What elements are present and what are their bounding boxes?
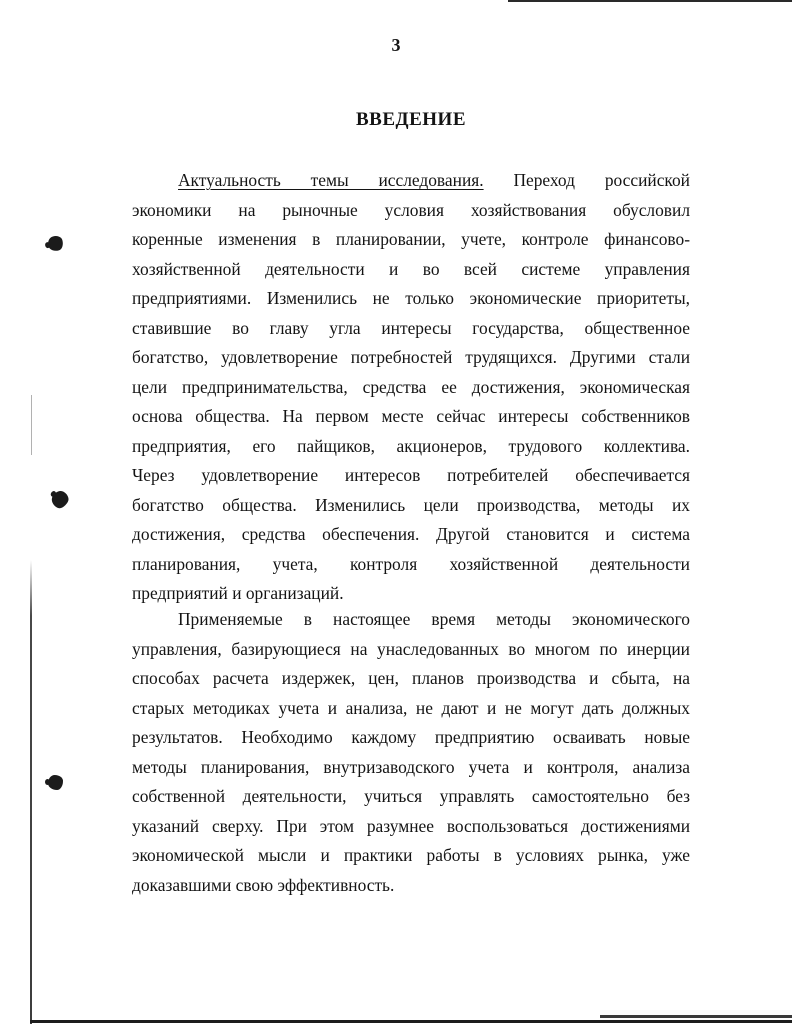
paragraph-line: цели предпринимательства, средства ее достижения, экономическая	[132, 376, 690, 397]
paragraph-line: предприятиями. Изменились не только экономические приоритеты,	[132, 288, 690, 308]
scan-edge-top	[508, 0, 792, 2]
paragraph-line: богатство, удовлетворение потребностей трудящихся. Другими стали	[132, 347, 690, 367]
paragraph-line: ставившие во главу угла интересы государства, общественное	[132, 317, 690, 338]
paragraph-line: основа общества. На первом месте сейчас интересы собственников	[132, 406, 690, 426]
paragraph-line: старых методиках учета и анализа, не дают и не могут дать должных	[132, 697, 690, 718]
paragraph-line: указаний сверху. При этом разумнее воспользоваться достижениями	[132, 815, 690, 836]
paragraph-line: предприятий и организаций.	[132, 583, 344, 603]
page-title: ВВЕДЕНИЕ	[356, 109, 466, 130]
paragraph-line: коренные изменения в планировании, учете, контроле финансово-	[132, 229, 690, 249]
paragraph-line: экономической мысли и практики работы в условиях рынка, уже	[132, 845, 690, 865]
paragraph-line: достижения, средства обеспечения. Другой становится и система	[132, 524, 690, 544]
paragraph-line: собственной деятельности, учиться управлять самостоятельно без	[132, 786, 690, 806]
paragraph-line: способах расчета издержек, цен, планов производства и сбыта, на	[132, 668, 690, 688]
scan-edge-left-faint	[31, 395, 32, 455]
section-lead: Актуальность темы исследования.	[178, 170, 484, 190]
paragraph-line: предприятия, его пайщиков, акционеров, трудового коллектива.	[132, 435, 690, 456]
paragraph-line: экономики на рыночные условия хозяйствования обусловил	[132, 199, 690, 220]
paragraph-line: методы планирования, внутризаводского учета и контроля, анализа	[132, 756, 690, 777]
binding-hole-mark	[49, 488, 71, 511]
paragraph-line: управления, базирующиеся на унаследованных во многом по инерции	[132, 638, 690, 659]
paragraph-line: результатов. Необходимо каждому предприятию осваивать новые	[132, 727, 690, 747]
paragraph-line: хозяйственной деятельности и во всей системе управления	[132, 258, 690, 279]
paragraph-line: Через удовлетворение интересов потребителей обеспечивается	[132, 465, 690, 485]
paragraph-line: богатство общества. Изменились цели производства, методы их	[132, 494, 690, 515]
paragraph-line: доказавшими свою эффективность.	[132, 874, 395, 895]
paragraph-line: Применяемые в настоящее время методы экономического	[178, 609, 690, 629]
binding-hole-mark	[46, 234, 64, 252]
paragraph-line: Актуальность темы исследования. Переход российской	[178, 170, 690, 190]
page-number: 3	[391, 35, 401, 55]
scan-edge-bottom-right	[600, 1015, 792, 1018]
scan-edge-bottom	[30, 1020, 792, 1023]
binding-hole-mark	[48, 775, 63, 790]
paragraph-line: планирования, учета, контроля хозяйственной деятельности	[132, 553, 690, 574]
scan-edge-left	[30, 560, 32, 1024]
